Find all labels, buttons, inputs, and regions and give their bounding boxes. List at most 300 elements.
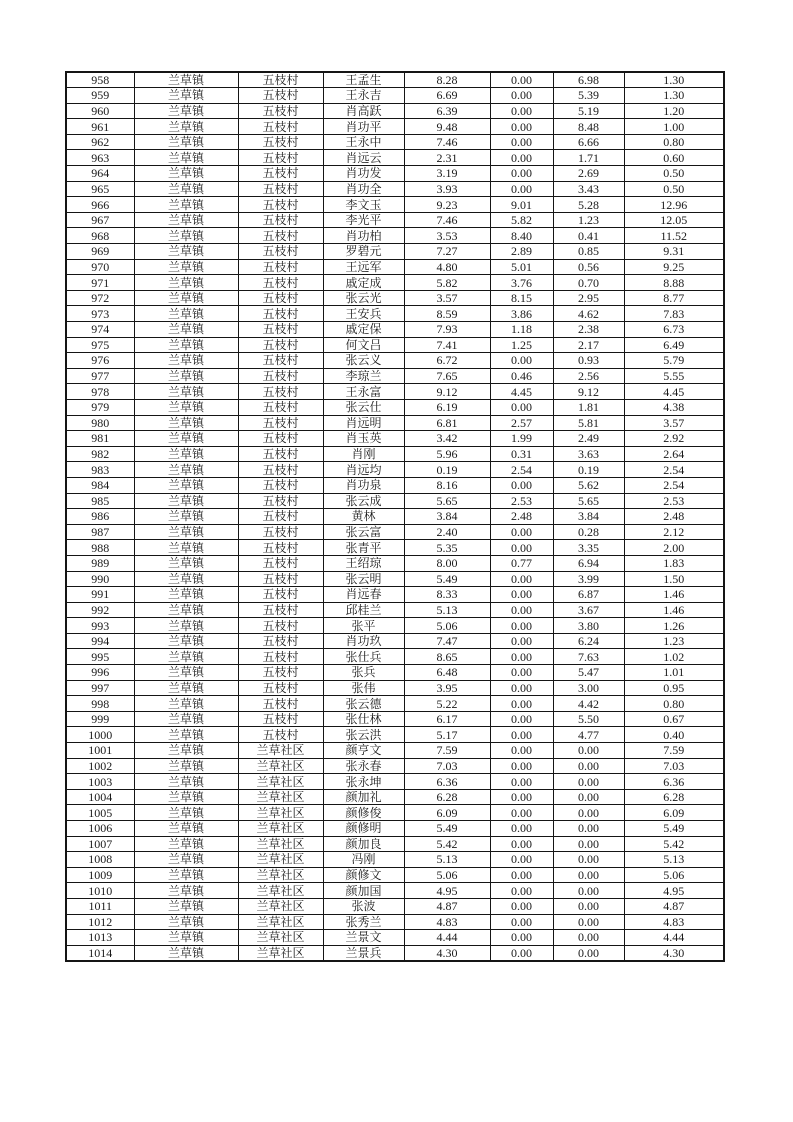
cell-text: 6.39: [436, 103, 458, 118]
cell-value-1: [404, 805, 490, 821]
cell-text: 6.72: [436, 353, 458, 368]
cell-value-4: [624, 711, 724, 727]
cell-text: 4.30: [663, 945, 685, 960]
cell-village: [238, 867, 323, 883]
cell-text: 兰草镇: [167, 135, 204, 150]
cell-value-3: [553, 649, 624, 665]
cell-text: 5.81: [578, 415, 599, 430]
cell-text: 5.28: [578, 197, 599, 212]
cell-text: 王永吉: [345, 88, 382, 103]
cell-row-number: [66, 914, 134, 930]
cell-text: 五枝村: [262, 556, 299, 571]
cell-town: [134, 368, 238, 384]
cell-text: 5.22: [436, 696, 458, 711]
cell-text: 0.00: [511, 852, 532, 867]
cell-town: [134, 212, 238, 228]
cell-text: 0.00: [511, 166, 532, 181]
cell-value-2: [490, 72, 553, 88]
cell-text: 五枝村: [262, 291, 299, 306]
cell-text: 0.00: [578, 930, 599, 945]
cell-text: 5.35: [436, 540, 458, 555]
cell-text: 兰草镇: [167, 181, 204, 196]
cell-text: 2.92: [663, 431, 685, 446]
cell-text: 1.30: [663, 88, 685, 103]
cell-value-2: [490, 384, 553, 400]
cell-text: 张仕林: [345, 712, 382, 727]
table-row: [66, 633, 724, 649]
roster-table-body: [66, 72, 724, 961]
cell-town: [134, 711, 238, 727]
cell-value-2: [490, 945, 553, 961]
cell-text: 5.39: [578, 88, 599, 103]
cell-text: 3.86: [511, 306, 532, 321]
cell-text: 王安兵: [345, 306, 382, 321]
cell-text: 0.00: [511, 727, 532, 742]
cell-town: [134, 852, 238, 868]
cell-person-name: [323, 166, 404, 182]
cell-value-4: [624, 789, 724, 805]
cell-text: 0.00: [511, 790, 532, 805]
cell-town: [134, 462, 238, 478]
cell-text: 兰草社区: [256, 821, 305, 836]
cell-value-3: [553, 181, 624, 197]
cell-text: 4.77: [578, 727, 599, 742]
cell-text: 兰草镇: [167, 259, 204, 274]
cell-row-number: [66, 774, 134, 790]
table-row: [66, 945, 724, 961]
cell-value-4: [624, 821, 724, 837]
cell-row-number: [66, 228, 134, 244]
cell-row-number: [66, 306, 134, 322]
cell-village: [238, 399, 323, 415]
cell-town: [134, 384, 238, 400]
cell-text: 958: [91, 73, 110, 88]
table-row: [66, 493, 724, 509]
cell-village: [238, 477, 323, 493]
cell-town: [134, 446, 238, 462]
cell-text: 兰草镇: [167, 930, 204, 945]
cell-text: 5.13: [663, 852, 685, 867]
cell-text: 0.00: [578, 805, 599, 820]
cell-text: 五枝村: [262, 322, 299, 337]
cell-row-number: [66, 353, 134, 369]
cell-text: 11.52: [660, 228, 688, 243]
cell-text: 989: [91, 556, 110, 571]
cell-value-4: [624, 72, 724, 88]
cell-text: 990: [91, 571, 110, 586]
cell-text: 0.67: [663, 712, 685, 727]
cell-text: 0.50: [663, 181, 685, 196]
cell-town: [134, 618, 238, 634]
cell-row-number: [66, 275, 134, 291]
cell-text: 5.13: [436, 852, 458, 867]
cell-village: [238, 696, 323, 712]
cell-town: [134, 493, 238, 509]
cell-text: 张云光: [345, 291, 382, 306]
cell-row-number: [66, 696, 134, 712]
cell-text: 7.93: [436, 322, 458, 337]
cell-village: [238, 212, 323, 228]
cell-row-number: [66, 618, 134, 634]
cell-value-2: [490, 587, 553, 603]
cell-text: 0.00: [578, 774, 599, 789]
cell-text: 7.41: [436, 337, 458, 352]
cell-text: 2.57: [511, 415, 532, 430]
cell-text: 兰草镇: [167, 602, 204, 617]
cell-row-number: [66, 103, 134, 119]
cell-row-number: [66, 743, 134, 759]
cell-text: 0.00: [511, 150, 532, 165]
cell-value-2: [490, 259, 553, 275]
cell-text: 五枝村: [262, 696, 299, 711]
cell-text: 五枝村: [262, 166, 299, 181]
cell-text: 肖功全: [345, 181, 382, 196]
cell-row-number: [66, 509, 134, 525]
cell-text: 0.00: [511, 353, 532, 368]
table-row: [66, 774, 724, 790]
table-row: [66, 228, 724, 244]
table-row: [66, 867, 724, 883]
cell-text: 1.46: [663, 602, 685, 617]
cell-row-number: [66, 524, 134, 540]
cell-value-1: [404, 883, 490, 899]
cell-value-4: [624, 883, 724, 899]
cell-text: 12.05: [660, 213, 688, 228]
cell-text: 1.50: [663, 571, 685, 586]
cell-text: 0.00: [511, 618, 532, 633]
cell-text: 991: [91, 587, 110, 602]
table-row: [66, 696, 724, 712]
cell-text: 9.23: [436, 197, 458, 212]
cell-value-3: [553, 446, 624, 462]
table-row: [66, 805, 724, 821]
cell-value-1: [404, 72, 490, 88]
cell-text: 0.00: [511, 680, 532, 695]
cell-town: [134, 743, 238, 759]
cell-town: [134, 337, 238, 353]
cell-text: 1.23: [663, 634, 685, 649]
table-row: [66, 649, 724, 665]
cell-text: 0.60: [663, 150, 685, 165]
cell-text: 8.77: [663, 291, 685, 306]
cell-text: 兰草镇: [167, 587, 204, 602]
cell-value-3: [553, 306, 624, 322]
table-row: [66, 711, 724, 727]
cell-text: 987: [91, 525, 110, 540]
cell-value-1: [404, 150, 490, 166]
cell-town: [134, 197, 238, 213]
cell-value-4: [624, 867, 724, 883]
cell-text: 张云富: [345, 525, 382, 540]
cell-town: [134, 540, 238, 556]
cell-text: 兰草镇: [167, 727, 204, 742]
cell-text: 兰草镇: [167, 103, 204, 118]
cell-village: [238, 852, 323, 868]
cell-text: 五枝村: [262, 259, 299, 274]
cell-village: [238, 88, 323, 104]
cell-town: [134, 898, 238, 914]
cell-text: 五枝村: [262, 181, 299, 196]
cell-town: [134, 150, 238, 166]
cell-town: [134, 805, 238, 821]
cell-value-4: [624, 322, 724, 338]
cell-value-4: [624, 368, 724, 384]
cell-text: 994: [91, 634, 110, 649]
cell-value-1: [404, 88, 490, 104]
cell-value-3: [553, 618, 624, 634]
cell-village: [238, 431, 323, 447]
cell-value-1: [404, 680, 490, 696]
cell-town: [134, 415, 238, 431]
cell-text: 1.23: [578, 213, 599, 228]
table-row: [66, 119, 724, 135]
cell-text: 兰草镇: [167, 852, 204, 867]
table-row: [66, 322, 724, 338]
cell-text: 7.59: [663, 743, 685, 758]
cell-value-2: [490, 353, 553, 369]
cell-text: 0.00: [578, 899, 599, 914]
cell-text: 966: [91, 197, 110, 212]
table-row: [66, 680, 724, 696]
cell-row-number: [66, 166, 134, 182]
cell-value-1: [404, 555, 490, 571]
cell-text: 戚定保: [345, 322, 382, 337]
cell-value-3: [553, 540, 624, 556]
cell-value-3: [553, 228, 624, 244]
cell-text: 8.15: [511, 291, 532, 306]
cell-text: 2.40: [436, 525, 458, 540]
cell-value-3: [553, 758, 624, 774]
cell-row-number: [66, 867, 134, 883]
cell-value-2: [490, 477, 553, 493]
cell-text: 张云德: [345, 696, 382, 711]
cell-person-name: [323, 836, 404, 852]
cell-row-number: [66, 633, 134, 649]
cell-text: 0.00: [511, 712, 532, 727]
cell-text: 0.00: [511, 400, 532, 415]
cell-text: 兰草镇: [167, 213, 204, 228]
cell-text: 0.00: [511, 945, 532, 960]
cell-text: 兰草镇: [167, 774, 204, 789]
cell-value-4: [624, 696, 724, 712]
cell-value-3: [553, 415, 624, 431]
cell-text: 兰草镇: [167, 805, 204, 820]
cell-text: 兰草社区: [256, 836, 305, 851]
cell-text: 0.19: [436, 462, 458, 477]
cell-text: 3.63: [578, 447, 599, 462]
cell-text: 0.00: [511, 868, 532, 883]
cell-text: 4.45: [663, 384, 685, 399]
cell-text: 兰草社区: [256, 945, 305, 960]
cell-row-number: [66, 805, 134, 821]
cell-text: 五枝村: [262, 400, 299, 415]
cell-value-2: [490, 680, 553, 696]
cell-text: 975: [91, 337, 110, 352]
cell-text: 3.84: [436, 509, 458, 524]
cell-text: 五枝村: [262, 73, 299, 88]
cell-town: [134, 275, 238, 291]
cell-text: 968: [91, 228, 110, 243]
cell-person-name: [323, 696, 404, 712]
cell-person-name: [323, 633, 404, 649]
cell-text: 977: [91, 369, 110, 384]
cell-value-3: [553, 72, 624, 88]
cell-text: 0.00: [511, 743, 532, 758]
cell-person-name: [323, 852, 404, 868]
cell-value-1: [404, 244, 490, 260]
cell-text: 967: [91, 213, 110, 228]
cell-village: [238, 665, 323, 681]
cell-value-3: [553, 197, 624, 213]
cell-text: 8.65: [436, 649, 458, 664]
cell-text: 兰草镇: [167, 197, 204, 212]
cell-town: [134, 509, 238, 525]
cell-village: [238, 166, 323, 182]
cell-value-1: [404, 774, 490, 790]
cell-text: 五枝村: [262, 119, 299, 134]
cell-text: 6.69: [436, 88, 458, 103]
cell-town: [134, 883, 238, 899]
cell-text: 张伟: [351, 680, 376, 695]
cell-value-3: [553, 150, 624, 166]
cell-value-4: [624, 665, 724, 681]
cell-text: 兰草镇: [167, 665, 204, 680]
cell-text: 五枝村: [262, 509, 299, 524]
cell-text: 1009: [88, 868, 113, 883]
cell-text: 兰草镇: [167, 899, 204, 914]
cell-value-4: [624, 181, 724, 197]
cell-text: 兰草社区: [256, 899, 305, 914]
cell-text: 999: [91, 712, 110, 727]
cell-text: 0.00: [578, 758, 599, 773]
cell-value-1: [404, 306, 490, 322]
cell-text: 颜加国: [345, 883, 382, 898]
cell-town: [134, 181, 238, 197]
cell-village: [238, 602, 323, 618]
cell-village: [238, 353, 323, 369]
cell-town: [134, 244, 238, 260]
cell-value-4: [624, 150, 724, 166]
cell-text: 0.00: [511, 914, 532, 929]
cell-text: 肖功泉: [345, 478, 382, 493]
cell-text: 970: [91, 259, 110, 274]
cell-text: 冯刚: [351, 852, 376, 867]
cell-town: [134, 72, 238, 88]
cell-text: 6.49: [663, 337, 685, 352]
cell-text: 肖功发: [345, 166, 382, 181]
cell-town: [134, 431, 238, 447]
cell-value-2: [490, 134, 553, 150]
cell-town: [134, 166, 238, 182]
cell-value-1: [404, 914, 490, 930]
cell-text: 兰草镇: [167, 680, 204, 695]
cell-row-number: [66, 602, 134, 618]
cell-text: 6.09: [436, 805, 458, 820]
cell-row-number: [66, 727, 134, 743]
cell-person-name: [323, 150, 404, 166]
cell-text: 5.19: [578, 103, 599, 118]
cell-value-2: [490, 150, 553, 166]
cell-text: 8.28: [436, 73, 458, 88]
cell-text: 颜修文: [345, 868, 382, 883]
cell-text: 张永春: [345, 758, 382, 773]
cell-text: 959: [91, 88, 110, 103]
cell-person-name: [323, 103, 404, 119]
cell-text: 兰草社区: [256, 930, 305, 945]
cell-text: 995: [91, 649, 110, 664]
cell-text: 兰草社区: [256, 790, 305, 805]
cell-village: [238, 446, 323, 462]
table-row: [66, 166, 724, 182]
cell-text: 0.00: [578, 914, 599, 929]
cell-value-4: [624, 462, 724, 478]
cell-town: [134, 680, 238, 696]
cell-text: 0.85: [578, 244, 599, 259]
cell-row-number: [66, 493, 134, 509]
cell-text: 3.67: [578, 602, 599, 617]
cell-text: 0.77: [511, 556, 532, 571]
cell-town: [134, 665, 238, 681]
cell-text: 颜加良: [345, 836, 382, 851]
cell-text: 2.95: [578, 291, 599, 306]
cell-value-4: [624, 446, 724, 462]
cell-text: 4.38: [663, 400, 685, 415]
cell-person-name: [323, 524, 404, 540]
cell-text: 0.00: [578, 868, 599, 883]
cell-row-number: [66, 758, 134, 774]
cell-text: 张平: [351, 618, 376, 633]
cell-text: 五枝村: [262, 493, 299, 508]
cell-text: 兰草镇: [167, 945, 204, 960]
cell-value-1: [404, 431, 490, 447]
cell-value-1: [404, 119, 490, 135]
cell-text: 2.17: [578, 337, 599, 352]
table-row: [66, 197, 724, 213]
cell-text: 1006: [88, 821, 113, 836]
cell-town: [134, 524, 238, 540]
cell-row-number: [66, 150, 134, 166]
cell-text: 2.54: [663, 478, 685, 493]
cell-value-1: [404, 197, 490, 213]
cell-town: [134, 649, 238, 665]
cell-text: 0.00: [578, 821, 599, 836]
cell-text: 7.27: [436, 244, 458, 259]
cell-person-name: [323, 571, 404, 587]
cell-text: 罗碧元: [345, 244, 382, 259]
table-row: [66, 524, 724, 540]
cell-text: 五枝村: [262, 478, 299, 493]
cell-village: [238, 103, 323, 119]
cell-text: 0.00: [511, 181, 532, 196]
cell-value-3: [553, 166, 624, 182]
cell-value-3: [553, 493, 624, 509]
cell-text: 兰草社区: [256, 743, 305, 758]
table-row: [66, 758, 724, 774]
cell-text: 1.81: [578, 400, 599, 415]
cell-village: [238, 275, 323, 291]
cell-text: 2.53: [511, 493, 532, 508]
table-row: [66, 727, 724, 743]
cell-text: 颜亨文: [345, 743, 382, 758]
cell-value-1: [404, 462, 490, 478]
cell-text: 0.40: [663, 727, 685, 742]
cell-text: 肖功平: [345, 119, 382, 134]
cell-value-2: [490, 743, 553, 759]
cell-row-number: [66, 945, 134, 961]
cell-value-4: [624, 649, 724, 665]
cell-text: 1007: [88, 836, 113, 851]
cell-value-4: [624, 914, 724, 930]
